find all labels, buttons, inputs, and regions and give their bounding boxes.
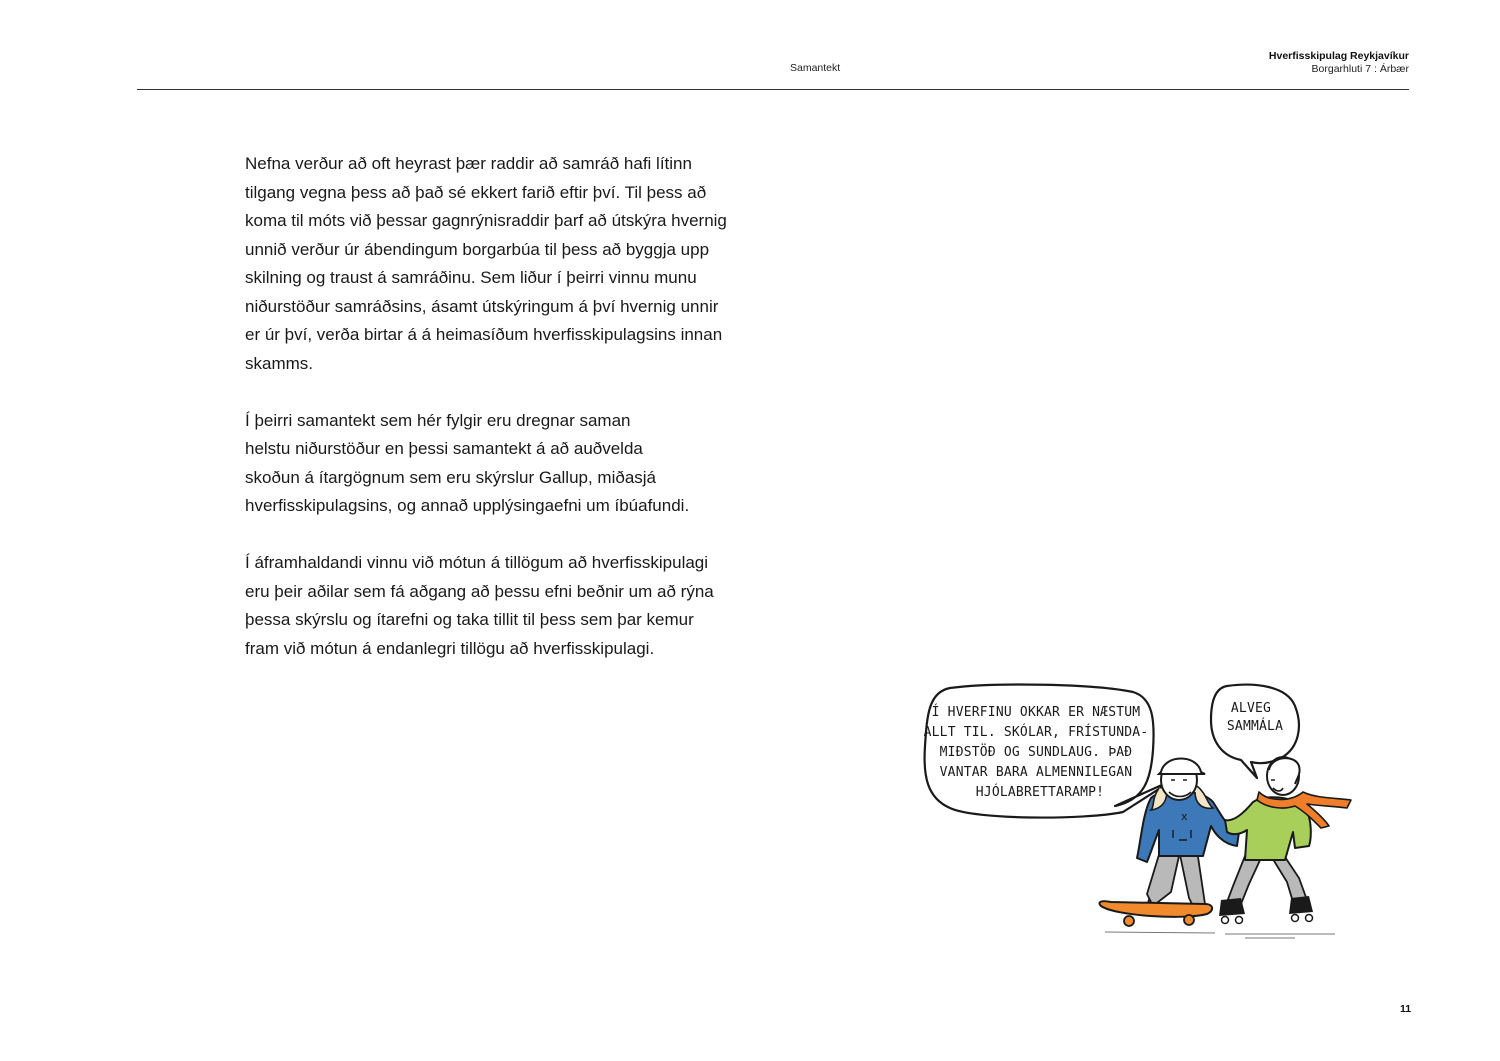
bubble-line: ALVEG: [1230, 701, 1272, 716]
page-number: 11: [1400, 1003, 1412, 1015]
paragraph-3: [245, 549, 785, 663]
text-line: fram við mótun á endanlegri tillögu að hverfisskipulagi.: [245, 638, 655, 658]
header-divider: [137, 89, 1409, 90]
text-line: er úr því, verða birtar á á heimasíðum hverfisskipulagsins innan: [245, 325, 723, 344]
text-line: skilning og traust á samráðinu. Sem liður í þeirri vinnu munu: [245, 268, 697, 287]
text-line: þessa skýrslu og ítarefni og taka tillit til þess sem þar kemur: [245, 610, 694, 629]
bubble-line: SAMMÁLA: [1226, 719, 1284, 734]
text-line: skoðun á ítargögnum sem eru skýrslur Gallup, miðasjá: [245, 467, 657, 487]
text-line: koma til móts við þessar gagnrýnisraddir þarf að útskýra hvernig: [245, 211, 727, 230]
text-line: Í áframhaldandi vinnu við mótun á tillögum að hverfisskipulagi: [245, 553, 709, 572]
bubble-line: MIÐSTÖÐ OG SUNDLAUG. ÞAÐ: [939, 745, 1133, 760]
text-line: skamms.: [245, 353, 313, 373]
ground-lines: [1105, 932, 1335, 938]
text-line: Nefna verður að oft heyrast þær raddir að samráð hafi lítinn: [245, 154, 692, 173]
text-line: hverfisskipulagsins, og annað upplýsingaefni um íbúafundi.: [245, 496, 690, 515]
paragraph-1: [245, 150, 785, 378]
text-line: helstu niðurstöður en þessi samantekt á að auðvelda: [245, 439, 643, 458]
left-speech-bubble: [924, 685, 1173, 818]
body-text: [245, 150, 785, 692]
text-line: niðurstöður samráðsins, ásamt útskýringum á því hvernig unnir: [245, 296, 719, 316]
paragraph-2: [245, 407, 785, 521]
section-label: Samantekt: [790, 62, 841, 74]
bubble-line: ALLT TIL. SKÓLAR, FRÍSTUNDA-: [923, 725, 1149, 740]
text-line: eru þeir aðilar sem fá aðgang að þessu efni beðnir um að rýna: [245, 581, 714, 601]
document-title: Hverfisskipulag Reykjavíkur: [1268, 50, 1409, 62]
text-line: tilgang vegna þess að það sé ekkert farið eftir því. Til þess að: [245, 182, 707, 202]
document-subtitle: Borgarhluti 7 : Árbær: [1311, 63, 1409, 75]
bubble-line: VANTAR BARA ALMENNILEGAN: [939, 765, 1133, 780]
bubble-line: HJÓLABRETTARAMP!: [975, 785, 1105, 800]
svg-text:x: x: [1181, 810, 1188, 823]
skaters-illustration: [915, 680, 1365, 945]
text-line: Í þeirri samantekt sem hér fylgir eru dregnar saman: [245, 410, 631, 430]
bubble-line: Í HVERFINU OKKAR ER NÆSTUM: [931, 705, 1141, 720]
text-line: unnið verður úr ábendingum borgarbúa til þess að byggja upp: [245, 239, 710, 259]
